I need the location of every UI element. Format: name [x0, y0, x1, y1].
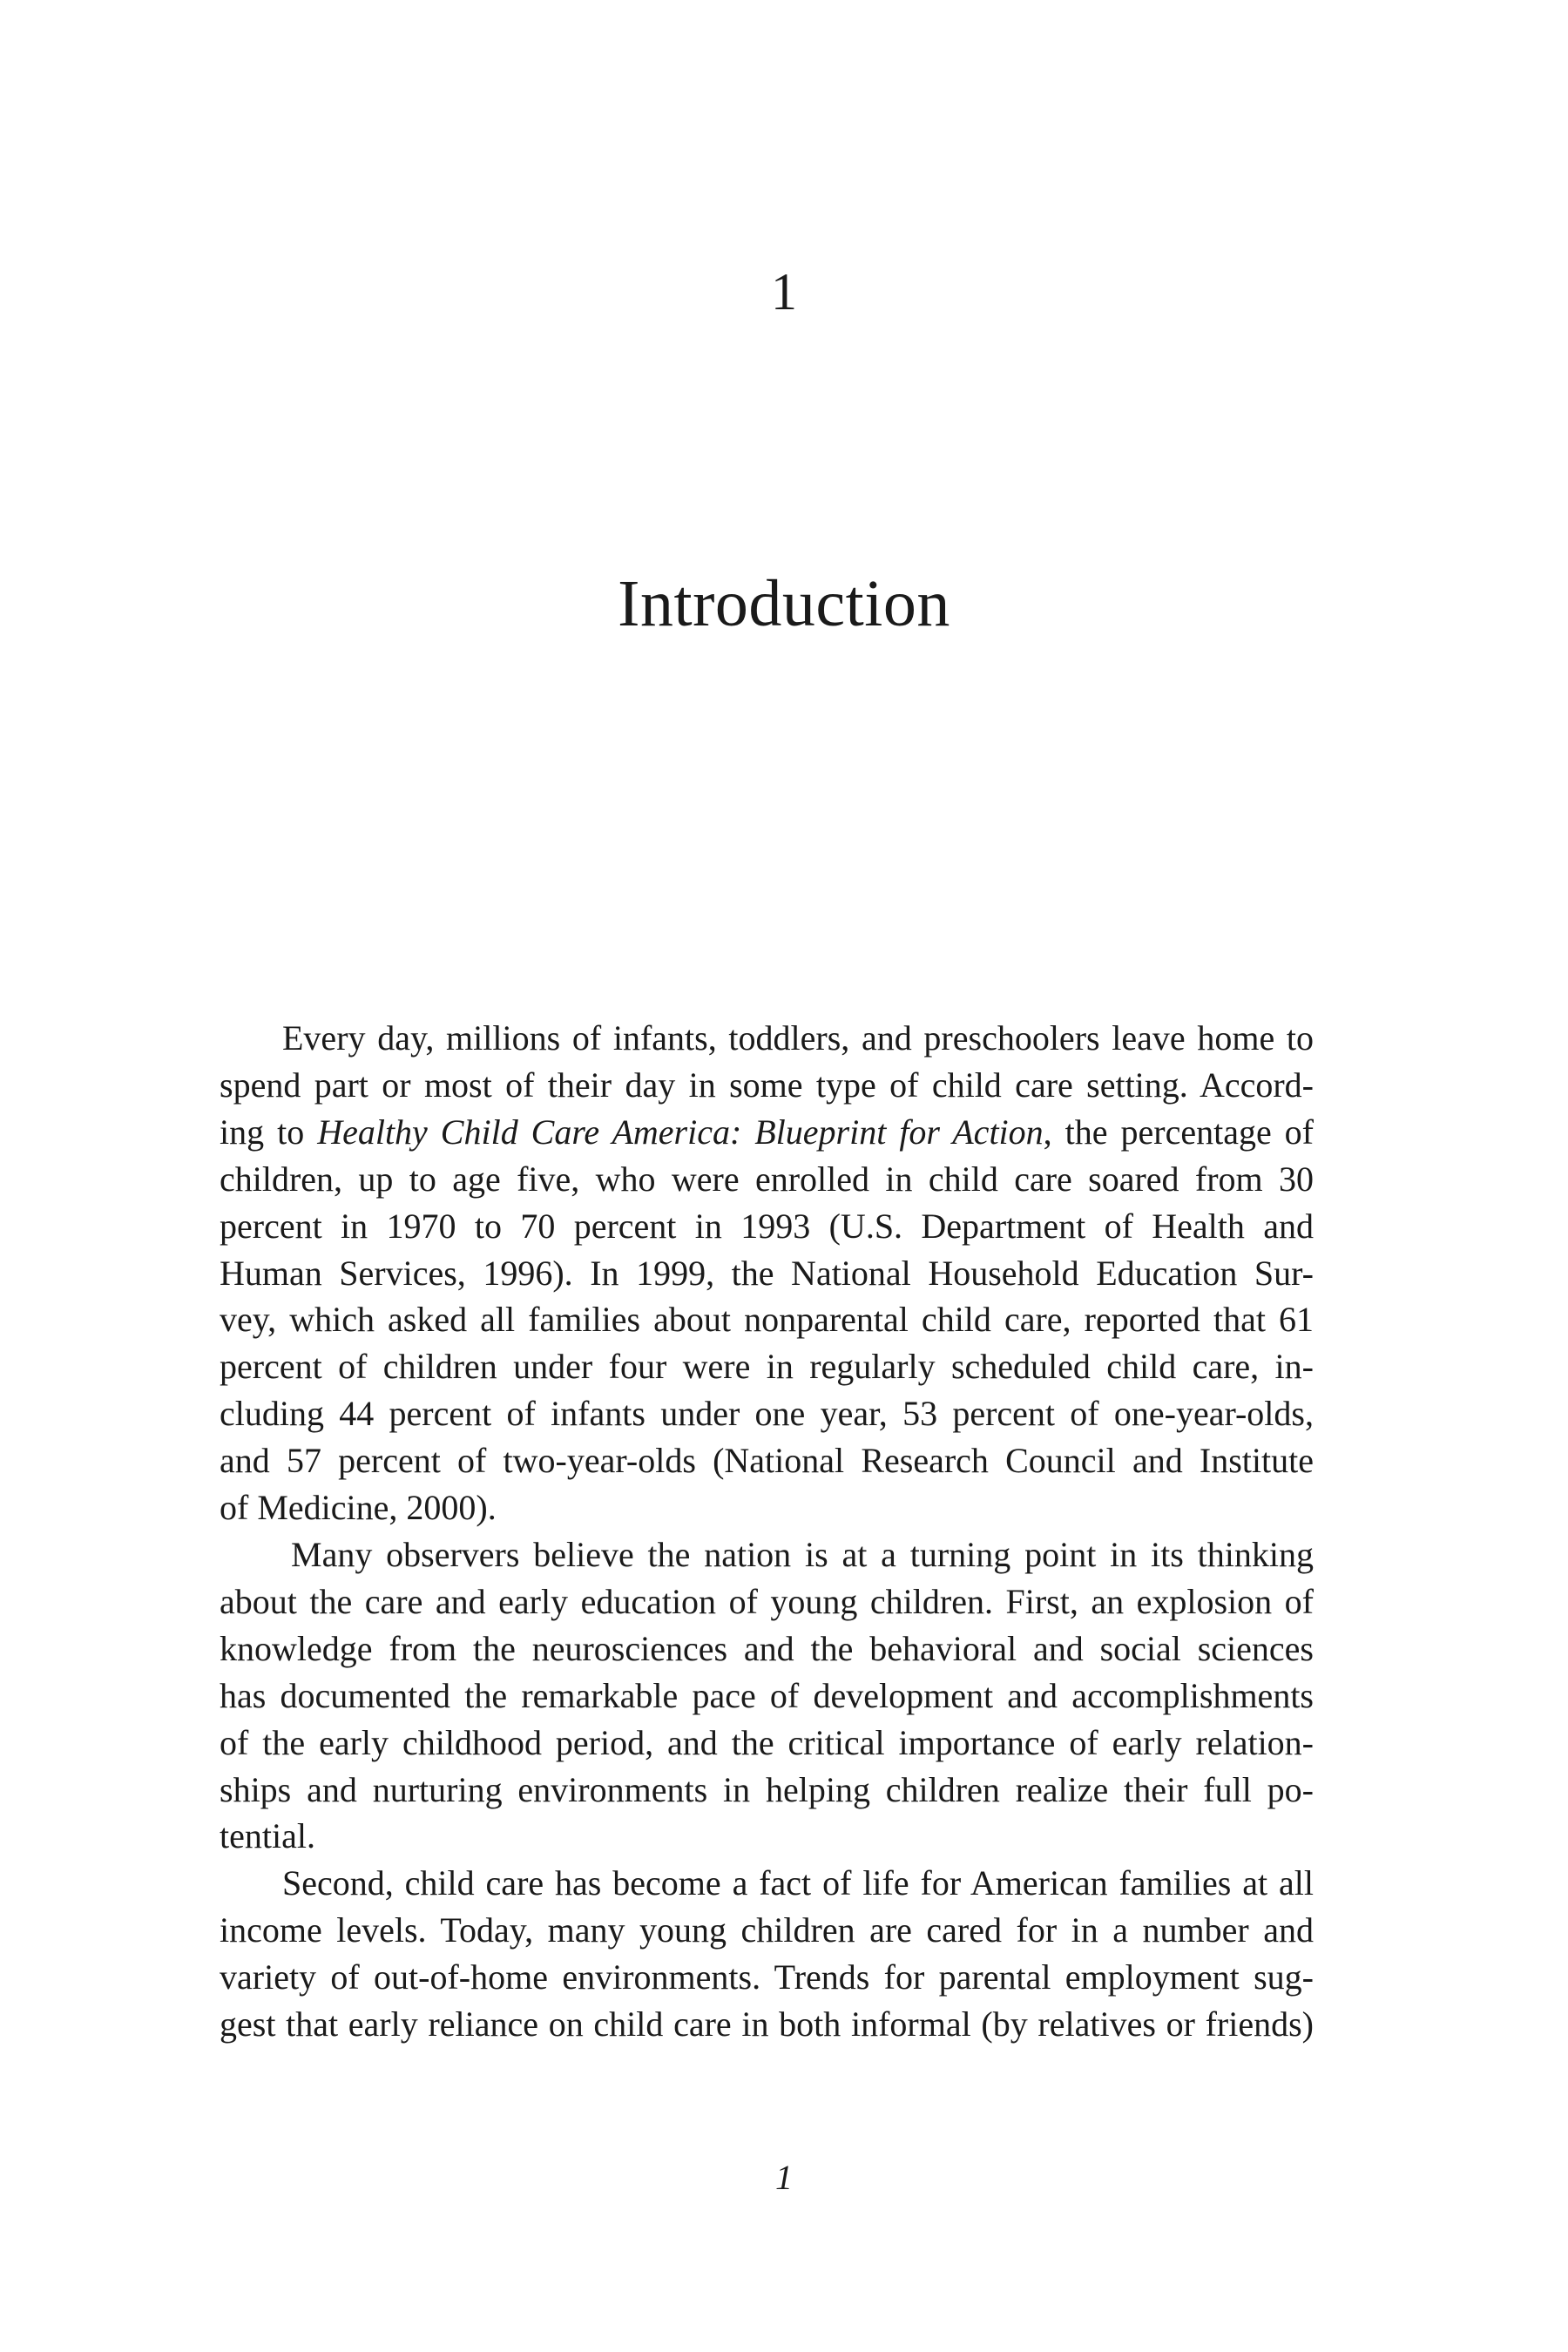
text-line: Every day, millions of infants, toddlers, and preschoolers leave home to [282, 1018, 1314, 1058]
text-line [220, 1109, 1314, 1156]
chapter-title: Introduction [618, 567, 950, 640]
paragraph-3 [220, 1860, 1314, 2048]
text-line: and 57 percent of two-year-olds (National Research Council and Institute [220, 1441, 1314, 1481]
text-line: vey, which asked all families about nonparental child care, reported that 61 [220, 1300, 1314, 1340]
text-line: spend part or most of their day in some type of child care setting. Accord- [220, 1064, 1314, 1105]
text-line: of Medicine, 2000). [220, 1488, 497, 1528]
text-line: ships and nurturing environments in helping children realize their full po- [220, 1769, 1314, 1809]
text-line: knowledge from the neurosciences and the behavioral and social sciences [220, 1628, 1314, 1668]
text-line: Human Services, 1996). In 1999, the National Household Education Sur- [220, 1253, 1314, 1293]
text-line: children, up to age five, who were enrolled in child care soared from 30 [220, 1159, 1314, 1199]
text-line: tential. [220, 1816, 315, 1856]
text-fragment: ing to [220, 1112, 318, 1152]
chapter-number: 1 [771, 263, 797, 321]
text-line: percent in 1970 to 70 percent in 1993 (U.S. Department of Health and [220, 1206, 1314, 1246]
text-line: about the care and early education of young children. First, an explosion of [220, 1581, 1314, 1621]
text-fragment: , the percentage of [1043, 1112, 1314, 1152]
book-title: Healthy Child Care America: Blueprint for Action [317, 1112, 1044, 1152]
text-line: of the early childhood period, and the critical importance of early relation- [220, 1722, 1314, 1762]
text-line: Second, child care has become a fact of life for American families at all [282, 1863, 1314, 1903]
paragraph-2 [220, 1531, 1314, 1860]
text-line: variety of out-of-home environments. Trends for parental employment sug- [220, 1957, 1314, 1997]
text-line: percent of children under four were in regularly scheduled child care, in- [220, 1347, 1314, 1387]
text-line: Many observers believe the nation is at a turning point in its thinking [291, 1534, 1314, 1574]
text-line: has documented the remarkable pace of development and accomplishments [220, 1675, 1314, 1715]
text-line: cluding 44 percent of infants under one year, 53 percent of one-year-olds, [220, 1394, 1314, 1434]
text-line: gest that early reliance on child care in both informal (by relatives or friends) [220, 2004, 1314, 2044]
body-text [220, 1015, 1314, 2048]
page-number: 1 [775, 2158, 793, 2197]
text-line: income levels. Today, many young children are cared for in a number and [220, 1910, 1314, 1950]
paragraph-1 [220, 1015, 1314, 1531]
